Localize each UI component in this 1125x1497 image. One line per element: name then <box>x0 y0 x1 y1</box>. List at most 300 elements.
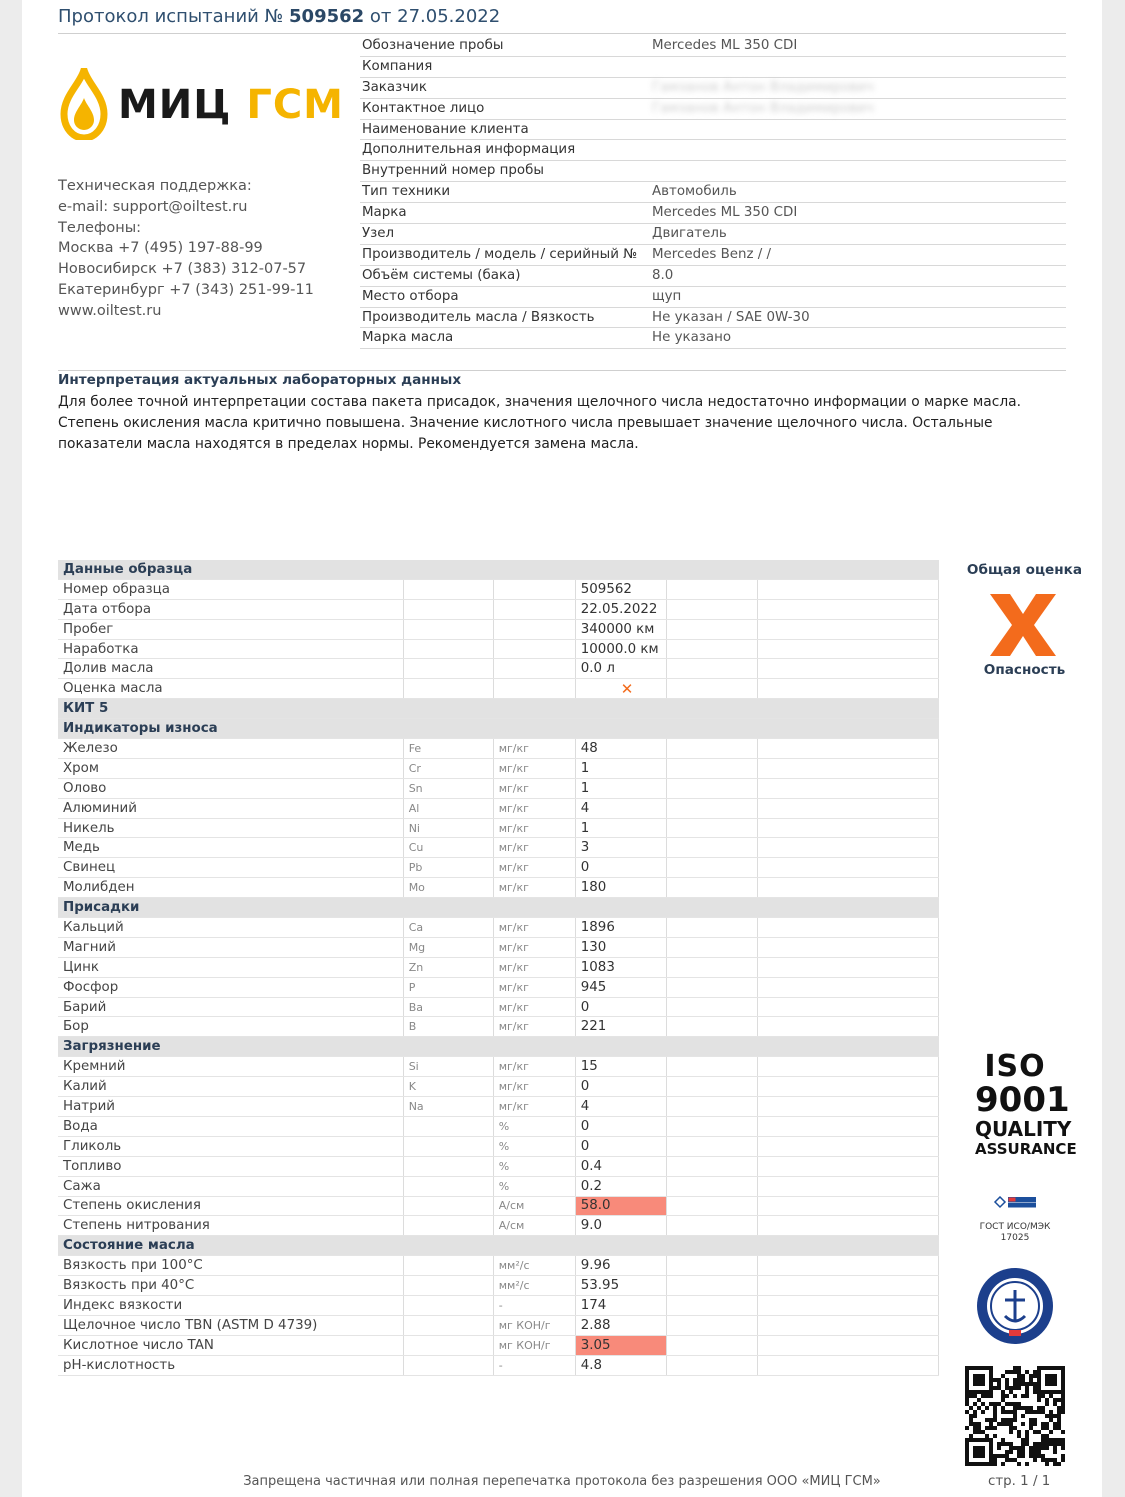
param-unit: мг/кг <box>493 798 575 818</box>
param-name: Кальций <box>58 918 403 938</box>
section-header-row <box>58 1037 939 1057</box>
param-name: Никель <box>58 818 403 838</box>
section-header-row <box>58 898 939 918</box>
info-value: Гамзанов Антон Владимирович <box>652 79 874 95</box>
table-row <box>58 639 939 659</box>
param-unit: мг КОН/г <box>493 1335 575 1355</box>
table-row <box>58 858 939 878</box>
table-row <box>58 1355 939 1375</box>
param-unit: - <box>493 1295 575 1315</box>
param-value: 340000 км <box>575 619 666 639</box>
empty-cell <box>666 957 757 977</box>
param-name: Алюминий <box>58 798 403 818</box>
info-row <box>360 203 1066 224</box>
param-name: Сажа <box>58 1176 403 1196</box>
contact-phone: Москва +7 (495) 197-88-99 <box>58 240 263 257</box>
table-row <box>58 1216 939 1236</box>
param-value: 945 <box>575 977 666 997</box>
param-symbol <box>403 1315 493 1335</box>
info-label: Производитель масла / Вязкость <box>362 309 595 325</box>
param-name: Железо <box>58 739 403 759</box>
table-row <box>58 878 939 898</box>
logo-wordmark: МИЦ ГСМ <box>118 82 344 128</box>
param-value: 1896 <box>575 918 666 938</box>
info-row <box>360 245 1066 266</box>
info-row <box>360 36 1066 57</box>
company-logo <box>58 68 344 140</box>
param-value: 0 <box>575 1077 666 1097</box>
param-value: 3.05 <box>575 1335 666 1355</box>
info-label: Узел <box>362 226 395 242</box>
param-unit: мг/кг <box>493 977 575 997</box>
param-unit: мг/кг <box>493 1017 575 1037</box>
empty-cell <box>757 579 938 599</box>
param-value: 0.2 <box>575 1176 666 1196</box>
empty-cell <box>666 977 757 997</box>
empty-cell <box>757 997 938 1017</box>
info-label: Тип техники <box>362 184 451 200</box>
info-label: Дополнительная информация <box>362 142 576 158</box>
empty-cell <box>757 1116 938 1136</box>
table-row <box>58 739 939 759</box>
contact-line: Телефоны: <box>58 219 142 236</box>
contact-website[interactable]: www.oiltest.ru <box>58 302 162 319</box>
param-name: Вязкость при 100°C <box>58 1256 403 1276</box>
info-row <box>360 182 1066 203</box>
empty-cell <box>666 937 757 957</box>
param-symbol <box>403 1216 493 1236</box>
table-row <box>58 1256 939 1276</box>
info-label: Контактное лицо <box>362 100 485 116</box>
table-row <box>58 1017 939 1037</box>
empty-cell <box>666 1156 757 1176</box>
table-row <box>58 997 939 1017</box>
section-cell <box>666 699 757 719</box>
empty-cell <box>666 878 757 898</box>
param-symbol: Sn <box>403 778 493 798</box>
param-value: 4 <box>575 798 666 818</box>
empty-cell <box>757 1276 938 1296</box>
info-value: Не указан / SAE 0W-30 <box>652 309 810 325</box>
section-cell <box>493 898 575 918</box>
param-value: 4.8 <box>575 1355 666 1375</box>
empty-cell <box>757 818 938 838</box>
info-row <box>360 99 1066 120</box>
section-cell <box>666 1236 757 1256</box>
param-unit: мг КОН/г <box>493 1315 575 1335</box>
table-row <box>58 1295 939 1315</box>
empty-cell <box>666 758 757 778</box>
section-cell <box>757 719 938 739</box>
param-symbol <box>403 1276 493 1296</box>
info-row <box>360 120 1066 141</box>
protocol-title: Протокол испытаний № 509562 от 27.05.2022 <box>58 6 501 27</box>
section-cell <box>403 1037 493 1057</box>
empty-cell <box>666 1136 757 1156</box>
param-value: 221 <box>575 1017 666 1037</box>
param-unit: - <box>493 1355 575 1375</box>
empty-cell <box>666 918 757 938</box>
param-unit: % <box>493 1136 575 1156</box>
param-symbol <box>403 1295 493 1315</box>
info-value: Гамзанов Антон Владимирович <box>652 100 874 116</box>
param-name: Цинк <box>58 957 403 977</box>
param-value: 0 <box>575 858 666 878</box>
section-header-row <box>58 1236 939 1256</box>
section-cell <box>575 1037 666 1057</box>
param-unit: мг/кг <box>493 739 575 759</box>
info-value: Mercedes Benz / / <box>652 246 772 262</box>
empty-cell <box>757 639 938 659</box>
empty-cell <box>757 1216 938 1236</box>
param-symbol <box>403 1335 493 1355</box>
title-divider <box>58 33 1066 34</box>
info-row <box>360 140 1066 161</box>
param-symbol: Pb <box>403 858 493 878</box>
param-name: Степень нитрования <box>58 1216 403 1236</box>
param-unit: мг/кг <box>493 1097 575 1117</box>
table-row <box>58 818 939 838</box>
interpretation-title: Интерпретация актуальных лабораторных данных <box>58 372 462 388</box>
param-name: Свинец <box>58 858 403 878</box>
empty-cell <box>666 579 757 599</box>
param-value: 1083 <box>575 957 666 977</box>
info-label: Объём системы (бака) <box>362 267 521 283</box>
table-row <box>58 758 939 778</box>
table-row <box>58 1276 939 1296</box>
empty-cell <box>666 1355 757 1375</box>
param-symbol: B <box>403 1017 493 1037</box>
empty-cell <box>757 838 938 858</box>
param-unit: А/см <box>493 1196 575 1216</box>
empty-cell <box>666 858 757 878</box>
page-number: стр. 1 / 1 <box>988 1474 1051 1489</box>
empty-cell <box>666 1295 757 1315</box>
section-cell <box>666 560 757 579</box>
table-row <box>58 679 939 699</box>
param-symbol <box>403 599 493 619</box>
param-unit: мг/кг <box>493 758 575 778</box>
table-row <box>58 659 939 679</box>
param-symbol: K <box>403 1077 493 1097</box>
section-cell <box>493 719 575 739</box>
contact-phone: Новосибирск +7 (383) 312-07-57 <box>58 261 307 278</box>
empty-cell <box>666 739 757 759</box>
empty-cell <box>666 619 757 639</box>
contact-email[interactable]: e-mail: support@oiltest.ru <box>58 198 248 215</box>
param-value: 22.05.2022 <box>575 599 666 619</box>
empty-cell <box>757 918 938 938</box>
param-unit: мг/кг <box>493 858 575 878</box>
table-row <box>58 798 939 818</box>
param-symbol: Ca <box>403 918 493 938</box>
empty-cell <box>757 937 938 957</box>
param-name: Индекс вязкости <box>58 1295 403 1315</box>
drop-logo-icon <box>58 68 110 140</box>
param-value: 0 <box>575 997 666 1017</box>
empty-cell <box>757 778 938 798</box>
info-row <box>360 328 1066 349</box>
table-row <box>58 1057 939 1077</box>
empty-cell <box>757 1295 938 1315</box>
param-name: pH-кислотность <box>58 1355 403 1375</box>
info-value: 8.0 <box>652 267 674 283</box>
section-title: Состояние масла <box>58 1236 403 1256</box>
param-name: Бор <box>58 1017 403 1037</box>
param-symbol: P <box>403 977 493 997</box>
section-cell <box>403 719 493 739</box>
param-name: Натрий <box>58 1097 403 1117</box>
danger-x-icon <box>988 592 1058 658</box>
empty-cell <box>666 1017 757 1037</box>
gost-label: ГОСТ ИСО/МЭК 17025 <box>979 1222 1051 1243</box>
info-value: Двигатель <box>652 226 727 242</box>
param-unit: % <box>493 1116 575 1136</box>
empty-cell <box>757 1136 938 1156</box>
section-cell <box>403 560 493 579</box>
param-unit: мг/кг <box>493 818 575 838</box>
param-name: Кислотное число TAN <box>58 1335 403 1355</box>
empty-cell <box>666 659 757 679</box>
table-row <box>58 1156 939 1176</box>
param-unit: мг/кг <box>493 918 575 938</box>
table-row <box>58 937 939 957</box>
section-cell <box>757 560 938 579</box>
section-cell <box>493 699 575 719</box>
empty-cell <box>757 1097 938 1117</box>
section-cell <box>493 1236 575 1256</box>
info-row <box>360 287 1066 308</box>
overall-rating-title: Общая оценка <box>966 562 1083 578</box>
empty-cell <box>666 1116 757 1136</box>
empty-cell <box>666 818 757 838</box>
param-name: Долив масла <box>58 659 403 679</box>
param-value: 180 <box>575 878 666 898</box>
section-header-row <box>58 699 939 719</box>
section-cell <box>666 719 757 739</box>
section-cell <box>403 699 493 719</box>
table-row <box>58 599 939 619</box>
param-symbol <box>403 679 493 699</box>
empty-cell <box>757 659 938 679</box>
empty-cell <box>757 1256 938 1276</box>
param-value: 48 <box>575 739 666 759</box>
table-row <box>58 1136 939 1156</box>
param-name: Пробег <box>58 619 403 639</box>
copyright-notice: Запрещена частичная или полная перепечатка протокола без разрешения ООО «МИЦ ГСМ» <box>243 1474 881 1489</box>
param-unit <box>493 659 575 679</box>
section-cell <box>666 898 757 918</box>
param-name: Гликоль <box>58 1136 403 1156</box>
param-symbol: Ni <box>403 818 493 838</box>
param-value: 58.0 <box>575 1196 666 1216</box>
param-name: Вязкость при 40°C <box>58 1276 403 1296</box>
section-cell <box>403 1236 493 1256</box>
param-symbol <box>403 1176 493 1196</box>
param-unit: мг/кг <box>493 997 575 1017</box>
param-value: 2.88 <box>575 1315 666 1335</box>
info-label: Марка масла <box>362 330 454 346</box>
param-value: 9.96 <box>575 1256 666 1276</box>
param-value: 0 <box>575 1136 666 1156</box>
empty-cell <box>757 1335 938 1355</box>
param-value: 130 <box>575 937 666 957</box>
param-symbol: Cr <box>403 758 493 778</box>
table-row <box>58 1196 939 1216</box>
info-value: щуп <box>652 288 682 304</box>
param-symbol: Zn <box>403 957 493 977</box>
param-value: 0.4 <box>575 1156 666 1176</box>
param-name: Хром <box>58 758 403 778</box>
param-name: Топливо <box>58 1156 403 1176</box>
param-name: Олово <box>58 778 403 798</box>
section-cell <box>757 1236 938 1256</box>
empty-cell <box>757 1196 938 1216</box>
table-row <box>58 957 939 977</box>
section-cell <box>757 898 938 918</box>
register-seal-icon <box>975 1266 1055 1346</box>
param-unit: мг/кг <box>493 937 575 957</box>
qr-code-icon <box>965 1366 1065 1466</box>
table-row <box>58 778 939 798</box>
param-value: 1 <box>575 758 666 778</box>
param-value: 9.0 <box>575 1216 666 1236</box>
empty-cell <box>666 599 757 619</box>
interpretation-divider <box>58 370 1066 371</box>
param-unit: мм²/с <box>493 1256 575 1276</box>
empty-cell <box>666 778 757 798</box>
param-unit <box>493 579 575 599</box>
param-symbol: Si <box>403 1057 493 1077</box>
section-cell <box>575 560 666 579</box>
param-symbol <box>403 1116 493 1136</box>
param-unit: мг/кг <box>493 778 575 798</box>
empty-cell <box>757 1355 938 1375</box>
table-row <box>58 1116 939 1136</box>
param-name: Степень окисления <box>58 1196 403 1216</box>
contact-line: Техническая поддержка: <box>58 178 252 194</box>
param-value: 1 <box>575 818 666 838</box>
info-label: Наименование клиента <box>362 121 529 137</box>
info-label: Обозначение пробы <box>362 38 504 53</box>
section-header-row <box>58 719 939 739</box>
param-name: Вода <box>58 1116 403 1136</box>
param-name: Фосфор <box>58 977 403 997</box>
empty-cell <box>757 957 938 977</box>
param-symbol <box>403 639 493 659</box>
empty-cell <box>666 798 757 818</box>
param-symbol: Cu <box>403 838 493 858</box>
param-name: Щелочное число TBN (ASTM D 4739) <box>58 1315 403 1335</box>
empty-cell <box>666 1176 757 1196</box>
param-symbol <box>403 1136 493 1156</box>
info-row <box>360 308 1066 329</box>
section-cell <box>575 898 666 918</box>
section-cell <box>757 1037 938 1057</box>
empty-cell <box>666 1276 757 1296</box>
info-row <box>360 57 1066 78</box>
empty-cell <box>666 1216 757 1236</box>
contacts-block <box>58 176 314 322</box>
empty-cell <box>757 679 938 699</box>
param-unit: мг/кг <box>493 1077 575 1097</box>
param-symbol: Mg <box>403 937 493 957</box>
param-value <box>575 679 666 699</box>
empty-cell <box>757 1176 938 1196</box>
param-name: Медь <box>58 838 403 858</box>
table-row <box>58 977 939 997</box>
empty-cell <box>666 1077 757 1097</box>
info-row <box>360 224 1066 245</box>
section-cell <box>575 719 666 739</box>
param-symbol: Al <box>403 798 493 818</box>
param-value: 53.95 <box>575 1276 666 1296</box>
table-row <box>58 838 939 858</box>
param-value: 3 <box>575 838 666 858</box>
empty-cell <box>757 1017 938 1037</box>
param-unit: мг/кг <box>493 1057 575 1077</box>
table-row <box>58 1176 939 1196</box>
empty-cell <box>757 977 938 997</box>
info-label: Место отбора <box>362 288 459 304</box>
param-name: Наработка <box>58 639 403 659</box>
param-symbol <box>403 1156 493 1176</box>
param-symbol: Na <box>403 1097 493 1117</box>
param-value: 1 <box>575 778 666 798</box>
empty-cell <box>757 1315 938 1335</box>
empty-cell <box>666 1315 757 1335</box>
info-value: Не указано <box>652 330 732 346</box>
empty-cell <box>666 1097 757 1117</box>
param-symbol <box>403 1196 493 1216</box>
table-row <box>58 619 939 639</box>
results-table <box>58 560 939 1376</box>
param-symbol <box>403 659 493 679</box>
section-title: КИТ 5 <box>58 699 403 719</box>
param-value: 509562 <box>575 579 666 599</box>
param-unit <box>493 619 575 639</box>
section-title: Данные образца <box>58 560 403 579</box>
param-unit: % <box>493 1156 575 1176</box>
empty-cell <box>757 1077 938 1097</box>
section-cell <box>493 1037 575 1057</box>
param-name: Дата отбора <box>58 599 403 619</box>
param-name: Кремний <box>58 1057 403 1077</box>
section-title: Присадки <box>58 898 403 918</box>
param-unit: мг/кг <box>493 878 575 898</box>
table-row <box>58 1077 939 1097</box>
empty-cell <box>666 1057 757 1077</box>
empty-cell <box>666 1256 757 1276</box>
info-label: Внутренний номер пробы <box>362 163 544 179</box>
section-cell <box>493 560 575 579</box>
param-unit: мг/кг <box>493 957 575 977</box>
param-name: Молибден <box>58 878 403 898</box>
table-row <box>58 579 939 599</box>
param-symbol: Ba <box>403 997 493 1017</box>
info-label: Марка <box>362 205 407 221</box>
section-cell <box>666 1037 757 1057</box>
param-unit <box>493 599 575 619</box>
gost-accreditation-icon <box>974 1196 1058 1222</box>
empty-cell <box>757 858 938 878</box>
param-symbol <box>403 1256 493 1276</box>
empty-cell <box>757 878 938 898</box>
param-symbol <box>403 1355 493 1375</box>
empty-cell <box>757 739 938 759</box>
info-label: Производитель / модель / серийный № <box>362 246 638 262</box>
danger-x-icon: ✕ <box>620 679 634 698</box>
